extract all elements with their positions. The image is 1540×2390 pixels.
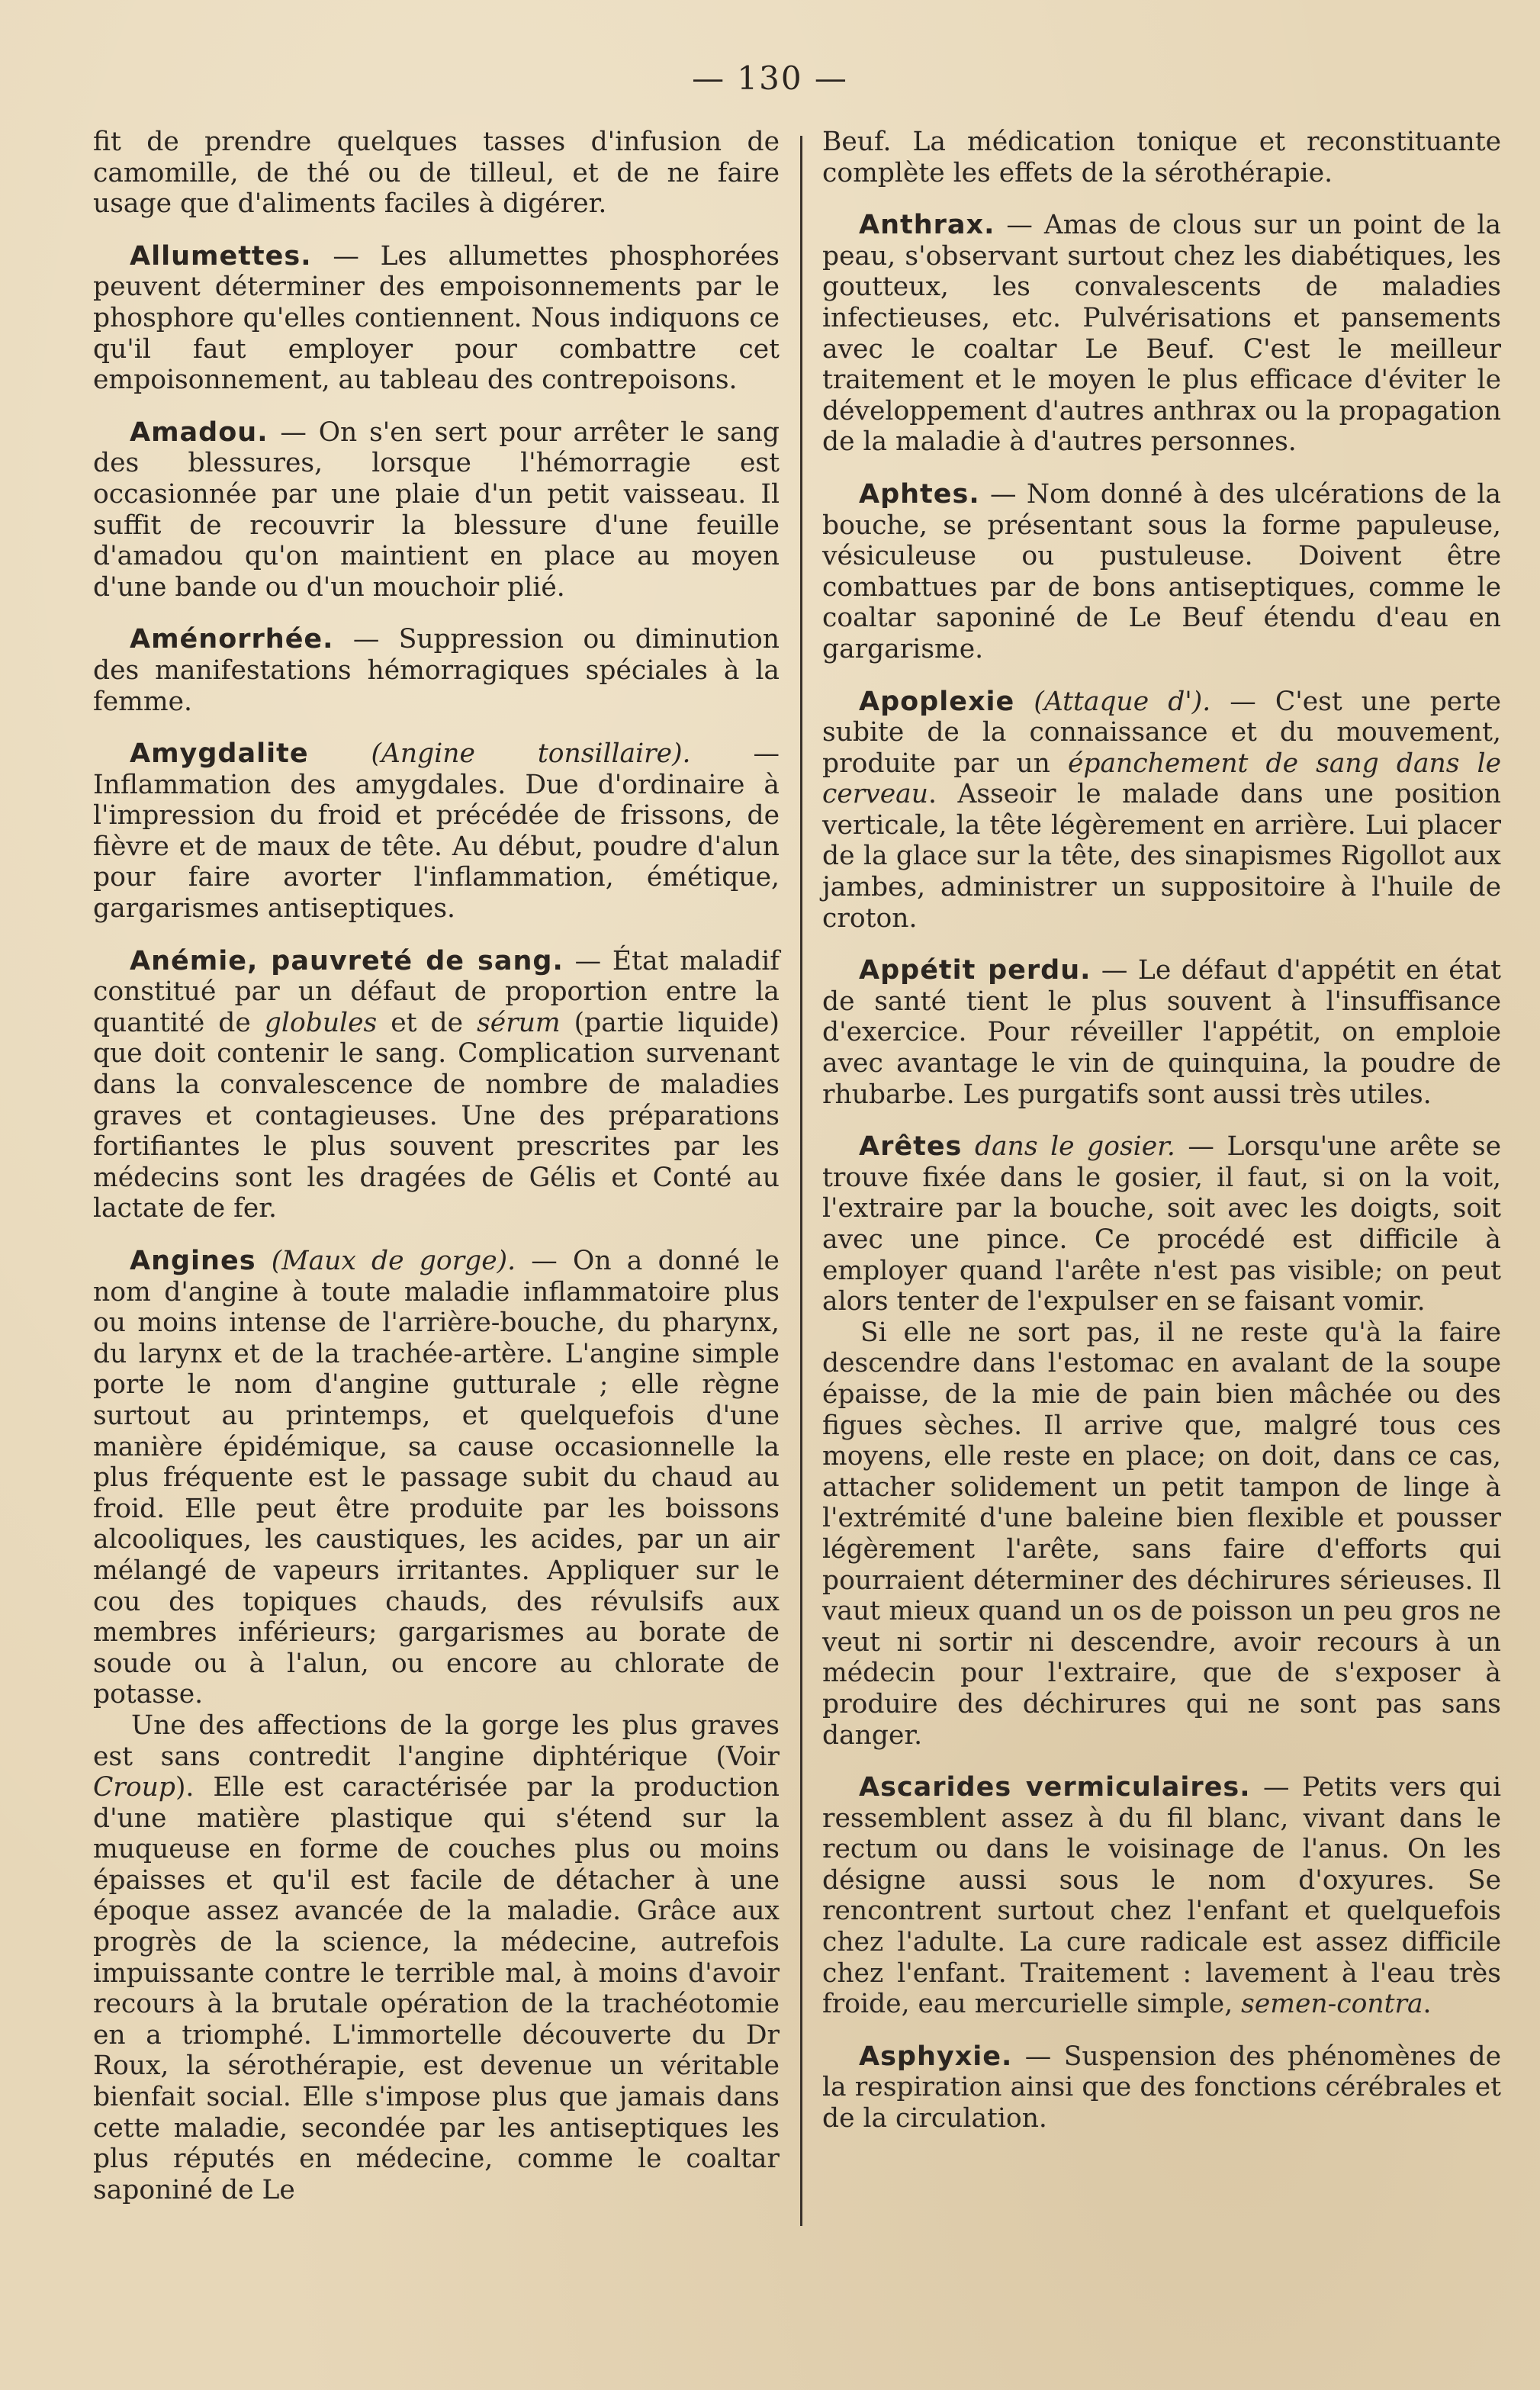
entry-ascarides [822,1772,1501,2020]
entry-amygdalite [93,738,780,925]
entry-text: — Lorsqu'une arête se trouve fixée dans le gosier, il faut, si on la voit, l'extraire par la bouche, soit avec les doigts, soit avec une pince. Ce procédé est difficile à employer quand l'arête n'est pas visible; on peut alors tenter de l'expulser en se faisant vomir. [822,1131,1501,1317]
entry-text: . Asseoir le malade dans une position verticale, la tête légèrement en arrière. Lui placer de la glace sur la tête, des sinapismes Rigollot aux jambes, administrer un suppositoire à l'huile de croton. [822,779,1501,934]
entry-amenorrhee [93,624,780,717]
entry-italic: sérum [477,1007,561,1038]
page-number: — 130 — [692,60,848,97]
entry-anthrax [822,210,1501,458]
entry-italic: Croup [93,1772,175,1803]
paragraph-text: Une des affections de la gorge les plus graves est sans contredit l'angine diphtérique (Voir [93,1710,780,1772]
entry-heading: Ascarides vermiculaires. [859,1772,1251,1803]
entry-subtitle: (Maux de gorge). [256,1246,516,1276]
entry-asphyxie [822,2041,1501,2134]
entry-allumettes [93,241,780,396]
paragraph-text: ). Elle est caractérisée par la production d'une matière plastique qui s'étend sur la muqueuse en forme de couches plus ou moins épaisses et qu'il est facile de détacher à une époque assez avancée de la maladie. Grâce aux progrès de la science, la médecine, autrefois impuissante contre le terrible mal, à moins d'avoir recours à la brutale opération de la trachéotomie en a triomphé. L'immortelle découverte du Dr Roux, la sérothérapie, est devenue un véritable bienfait social. Elle s'impose plus que jamais dans cette maladie, secondée par les antiseptiques les plus réputés en médecine, comme le coaltar saponiné de Le [93,1772,780,2205]
entry-heading: Appétit perdu. [859,955,1092,986]
entry-text: — C'est une perte subite de la connaissance et du mouvement, produite par un [822,686,1501,779]
entry-text: — Nom donné à des ulcérations de la bouche, se présentant sous la forme papuleuse, vésiculeuse ou pustuleuse. Doivent être combattues par de bons antiseptiques, comme le coaltar saponiné de Le Beuf étendu d'eau en gargarisme. [822,478,1501,664]
entry-text: — On s'en sert pour arrêter le sang des blessures, lorsque l'hémorragie est occasionnée par une plaie d'un petit vaisseau. Il suffit de recouvrir la blessure d'une feuille d'amadou qu'on maintient en place au moyen d'une bande ou d'un mouchoir plié. [93,417,780,603]
entry-text: — Suppression ou diminution des manifestations hémorragiques spéciales à la femme. [93,624,780,717]
entry-amadou [93,417,780,603]
paragraph-diphterie [93,1710,780,2206]
entry-text: — Inflammation des amygdales. Due d'ordinaire à l'impression du froid et précédée de frissons, de fièvre et de maux de tête. Au début, poudre d'alun pour faire avorter l'inflammation, émétique, gargarismes antiseptiques. [93,738,780,925]
entry-heading: Amygdalite [130,738,309,770]
entry-text: — On a donné le nom d'angine à toute maladie inflammatoire plus ou moins intense de l'arrière-bouche, du pharynx, du larynx et de la trachée-artère. L'angine simple porte le nom d'angine gutturale ; elle règne surtout au printemps, et quelquefois d'une manière épidémique, sa cause occasionnelle la plus fréquente est le passage subit du chaud au froid. Elle peut être produite par les boissons alcooliques, les caustiques, les acides, par un air mélangé de vapeurs irritantes. Appliquer sur le cou des topiques chauds, des révulsifs aux membres inférieurs; gargarismes au borate de soude ou à l'alun, ou encore au chlorate de potasse. [93,1246,780,1710]
column-divider [800,136,802,2226]
entry-heading: Aménorrhée. [130,624,334,655]
entry-anemie [93,946,780,1224]
right-column [822,127,1501,2134]
entry-text: (partie liquide) que doit contenir le sang. Complication survenant dans la convalescence de nombre de maladies graves et contagieuses. Une des préparations fortifiantes le plus souvent prescrites par les médecins sont les dragées de Gélis et Conté au lactate de fer. [93,1007,780,1224]
entry-subtitle: (Angine tonsillaire). [308,738,691,770]
entry-heading: Angines [130,1246,256,1276]
entry-appetit-perdu [822,955,1501,1110]
entry-text: — Le défaut d'appétit en état de santé tient le plus souvent à l'insuffisance d'exercice. Pour réveiller l'appétit, on emploie avec avantage le vin de quinquina, la poudre de rhubarbe. Les purgatifs sont aussi très utiles. [822,955,1501,1110]
entry-heading: Anthrax. [859,210,995,241]
entry-heading: Apoplexie [859,686,1015,717]
entry-text: — Amas de clous sur un point de la peau, s'observant surtout chez les diabétiques, les goutteux, les convalescents de maladies infectieuses, etc. Pulvérisations et pansements avec le coaltar Le Beuf. C'est le meilleur traitement et le moyen le plus efficace d'éviter le développement d'autres anthrax ou la propagation de la maladie à d'autres personnes. [822,210,1501,458]
entry-heading: Aphtes. [859,478,980,510]
entry-apoplexie [822,687,1501,934]
entry-text: et de [377,1007,477,1038]
entry-angines [93,1246,780,1710]
entry-heading: Asphyxie. [859,2041,1013,2072]
entry-subtitle: dans le gosier. [962,1131,1175,1163]
entry-heading: Amadou. [130,417,268,448]
entry-subtitle: (Attaque d'). [1014,686,1211,717]
entry-aretes [822,1131,1501,1317]
continuation-text: fit de prendre quelques tasses d'infusion de camomille, de thé ou de tilleul, et de ne faire usage que d'aliments faciles à digérer. [93,127,780,220]
entry-italic: épanchement de sang dans le cerveau [822,748,1502,810]
left-column [93,127,780,2205]
continuation-text: Beuf. La médication tonique et reconstituante complète les effets de la sérothérapie. [822,127,1501,188]
entry-heading: Allumettes. [130,240,312,272]
entry-heading: Anémie, pauvreté de sang. [130,945,564,976]
entry-text: — Suspension des phénomènes de la respiration ainsi que des fonctions cérébrales et de la circulation. [822,2041,1501,2134]
entry-italic: semen-contra [1241,1989,1423,2020]
entry-aphtes [822,479,1501,665]
entry-text: — État maladif constitué par un défaut de proportion entre la quantité de [93,945,780,1038]
paragraph-aretes-suite: Si elle ne sort pas, il ne reste qu'à la faire descendre dans l'estomac en avalant de la soupe épaisse, de la mie de pain bien mâchée ou des figues sèches. Il arrive que, malgré tous ces moyens, elle reste en place; on doit, dans ce cas, attacher solidement un petit tampon de linge à l'extrémité d'une baleine bien flexible et pousser légèrement l'arête, sans faire d'efforts qui pourraient déterminer des déchirures sérieuses. Il vaut mieux quand un os de poisson un peu gros ne veut ni sortir ni descendre, avoir recours à un médecin pour l'extraire, que de s'exposer à produire des déchirures qui ne sont pas sans danger. [822,1317,1501,1751]
entry-text: — Petits vers qui ressemblent assez à du fil blanc, vivant dans le rectum ou dans le voisinage de l'anus. On les désigne aussi sous le nom d'oxyures. Se rencontrent surtout chez l'enfant et quelquefois chez l'adulte. La cure radicale est assez difficile chez l'enfant. Traitement : lavement à l'eau très froide, eau mercurielle simple, [822,1772,1501,2020]
entry-text: . [1423,1989,1432,2020]
entry-heading: Arêtes [859,1131,963,1163]
entry-text: — Les allumettes phosphorées peuvent déterminer des empoisonnements par le phosphore qu'elles contiennent. Nous indiquons ce qu'il faut employer pour combattre cet empoisonnement, au tableau des contrepoisons. [93,240,780,396]
entry-italic: globules [264,1007,378,1038]
